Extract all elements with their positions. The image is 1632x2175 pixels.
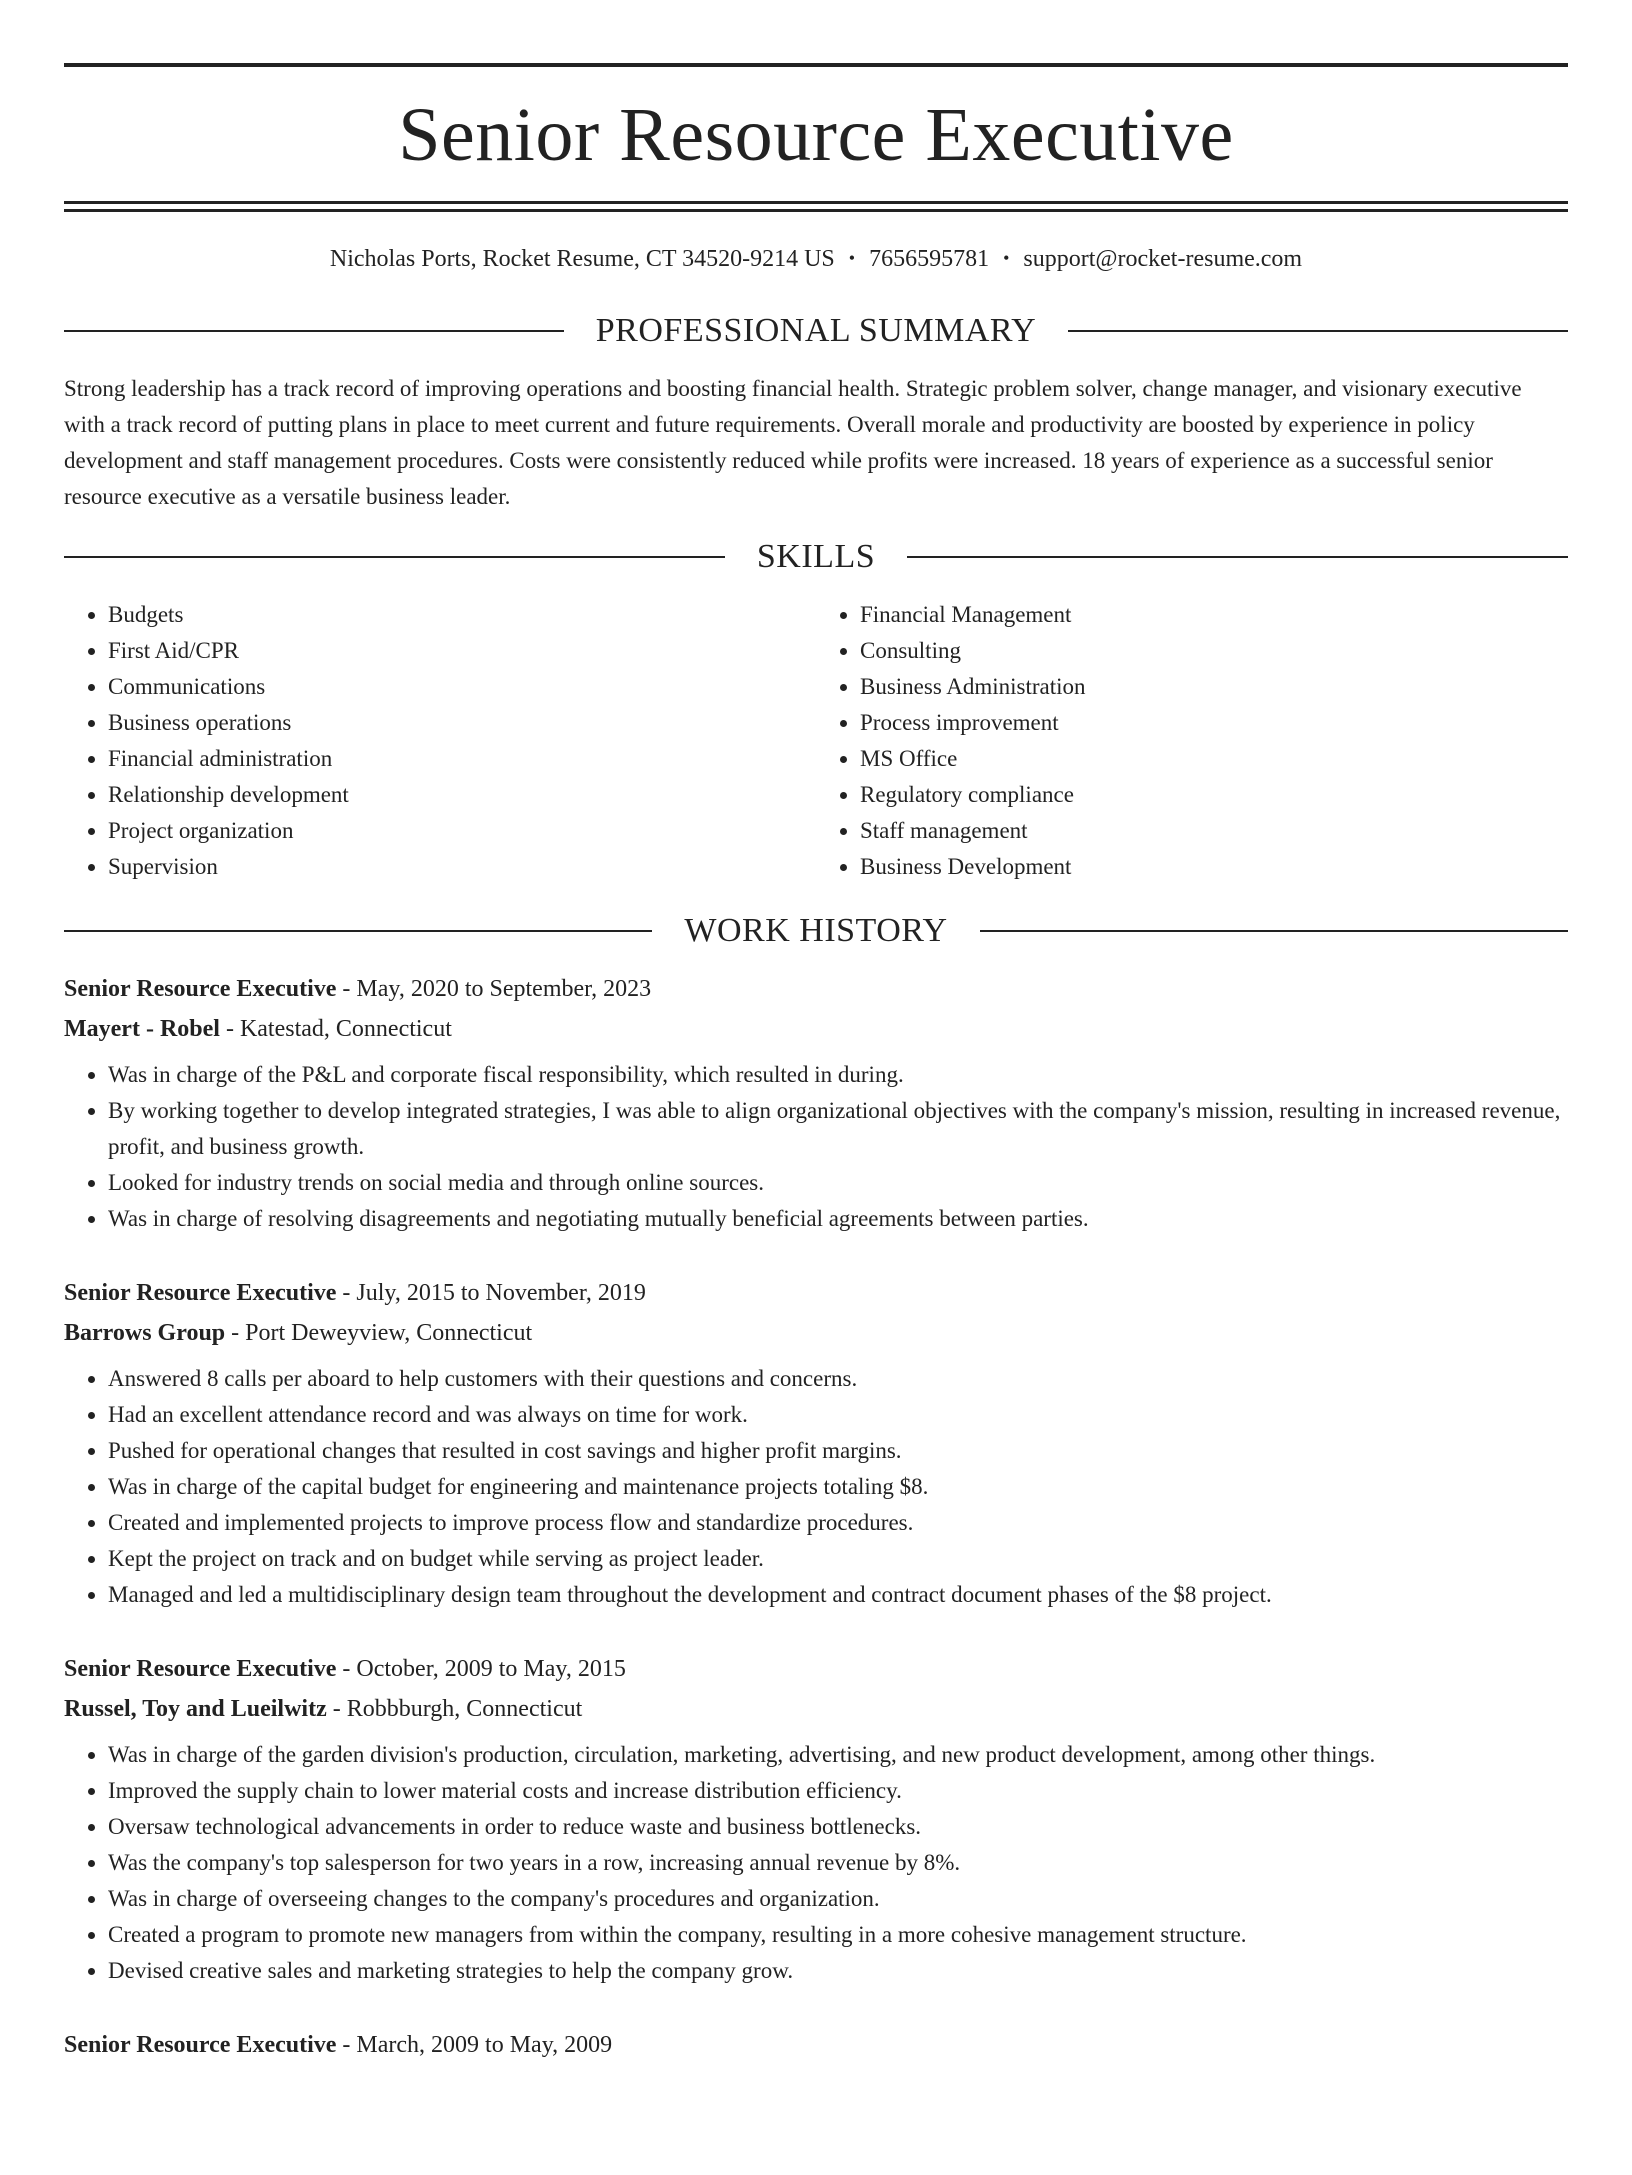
contact-separator: • (1003, 248, 1010, 268)
skills-list (64, 597, 1568, 885)
job-title-line (64, 1649, 1568, 1689)
job-bullet: • Had an excellent attendance record and was always on time for work. (108, 1397, 1568, 1433)
job-title: Senior Resource Executive (64, 1656, 337, 1682)
divider (64, 930, 652, 932)
job-bullets (64, 1737, 1568, 1989)
job-bullet: • Was in charge of overseeing changes to the company's procedures and organization. (108, 1881, 1568, 1917)
job-bullet: • Improved the supply chain to lower material costs and increase distribution efficiency. (108, 1773, 1568, 1809)
contact-line (64, 244, 1568, 275)
job-company-line (64, 1009, 1568, 1049)
job-title: Senior Resource Executive (64, 2032, 337, 2058)
contact-email: support@rocket-resume.com (1023, 246, 1303, 272)
divider (64, 556, 725, 558)
job-entry (64, 1273, 1568, 1613)
job-bullet: • Devised creative sales and marketing strategies to help the company grow. (108, 1953, 1568, 1989)
skill-item: • Budgets (108, 597, 816, 633)
skill-item: • Business Development (860, 849, 1568, 885)
job-bullet: • By working together to develop integrated strategies, I was able to align organizational objectives with the company's mission, resulting in increased revenue, profit, and business growth. (108, 1093, 1568, 1165)
divider (980, 930, 1568, 932)
job-bullet: • Was in charge of the P&L and corporate fiscal responsibility, which resulted in during. (108, 1057, 1568, 1093)
job-bullet: • Was in charge of the capital budget for engineering and maintenance projects totaling $8. (108, 1469, 1568, 1505)
job-title-line (64, 2025, 1568, 2065)
contact-phone: 7656595781 (869, 246, 990, 272)
job-location: - Port Deweyview, Connecticut (225, 1320, 533, 1346)
job-bullet: • Was the company's top salesperson for two years in a row, increasing annual revenue by 8%. (108, 1845, 1568, 1881)
skill-item: • Staff management (860, 813, 1568, 849)
skill-item: • Supervision (108, 849, 816, 885)
job-location: - Robbburgh, Connecticut (326, 1696, 583, 1722)
skill-item: • MS Office (860, 741, 1568, 777)
job-bullet: • Pushed for operational changes that resulted in cost savings and higher profit margins. (108, 1433, 1568, 1469)
top-rule (64, 63, 1568, 67)
job-bullet: • Created and implemented projects to improve process flow and standardize procedures. (108, 1505, 1568, 1541)
job-company: Russel, Toy and Lueilwitz (64, 1696, 327, 1722)
job-company: Barrows Group (64, 1320, 226, 1346)
skills-heading (64, 537, 1568, 577)
skills-column-right (816, 597, 1568, 885)
job-bullet: • Managed and led a multidisciplinary design team throughout the development and contract document phases of the $8 project. (108, 1577, 1568, 1613)
work-history-heading (64, 911, 1568, 951)
job-location: - Katestad, Connecticut (219, 1016, 452, 1042)
job-dates: - March, 2009 to May, 2009 (336, 2032, 613, 2058)
skills-column-left (64, 597, 816, 885)
job-company: Mayert - Robel (64, 1016, 220, 1042)
job-bullet: • Was in charge of resolving disagreements and negotiating mutually beneficial agreements between parties. (108, 1201, 1568, 1237)
job-dates: - July, 2015 to November, 2019 (336, 1280, 646, 1306)
job-company-line (64, 1689, 1568, 1729)
job-bullet: • Looked for industry trends on social media and through online sources. (108, 1165, 1568, 1201)
skill-item: • Business operations (108, 705, 816, 741)
section-title: WORK HISTORY (684, 912, 948, 949)
summary-heading (64, 311, 1568, 351)
section-title: SKILLS (756, 538, 876, 575)
divider (1068, 330, 1568, 332)
skill-item: • Consulting (860, 633, 1568, 669)
contact-address: Nicholas Ports, Rocket Resume, CT 34520-9214 US (329, 246, 835, 272)
job-bullet: • Kept the project on track and on budget while serving as project leader. (108, 1541, 1568, 1577)
skill-item: • Communications (108, 669, 816, 705)
job-title-line (64, 969, 1568, 1009)
skill-item: • Business Administration (860, 669, 1568, 705)
divider (64, 330, 564, 332)
resume-page (0, 63, 1632, 2175)
section-title: PROFESSIONAL SUMMARY (595, 312, 1037, 349)
contact-separator: • (848, 248, 856, 268)
resume-title: Senior Resource Executive (398, 93, 1234, 177)
job-bullet: • Was in charge of the garden division's production, circulation, marketing, advertising, and new product development, among other things. (108, 1737, 1568, 1773)
skill-item: • First Aid/CPR (108, 633, 816, 669)
job-company-line (64, 1313, 1568, 1353)
job-title-line (64, 1273, 1568, 1313)
skill-item: • Project organization (108, 813, 816, 849)
job-title: Senior Resource Executive (64, 976, 337, 1002)
divider (907, 556, 1568, 558)
skill-item: • Relationship development (108, 777, 816, 813)
skill-item: • Financial Management (860, 597, 1568, 633)
skill-item: • Regulatory compliance (860, 777, 1568, 813)
job-entry (64, 969, 1568, 1237)
job-bullet: • Created a program to promote new managers from within the company, resulting in a more cohesive management structure. (108, 1917, 1568, 1953)
job-title: Senior Resource Executive (64, 1280, 337, 1306)
job-bullets (64, 1057, 1568, 1237)
job-bullet: • Answered 8 calls per aboard to help customers with their questions and concerns. (108, 1361, 1568, 1397)
job-dates: - October, 2009 to May, 2015 (336, 1656, 626, 1682)
job-dates: - May, 2020 to September, 2023 (336, 976, 652, 1002)
job-bullet: • Oversaw technological advancements in order to reduce waste and business bottlenecks. (108, 1809, 1568, 1845)
skill-item: • Financial administration (108, 741, 816, 777)
skill-item: • Process improvement (860, 705, 1568, 741)
job-entry (64, 1649, 1568, 1989)
job-bullets (64, 1361, 1568, 1613)
job-entry (64, 2025, 1568, 2065)
title-double-rule (64, 201, 1568, 212)
summary-text: Strong leadership has a track record of improving operations and boosting financial health. Strategic problem solver, change manager, and visionary executive with a track record of putting plans in place to meet current and future requirements. Overall morale and productivity are boosted by experience in policy development and staff management procedures. Costs were consistently reduced while profits were increased. 18 years of experience as a successful senior resource executive as a versatile business leader. (64, 376, 1522, 509)
